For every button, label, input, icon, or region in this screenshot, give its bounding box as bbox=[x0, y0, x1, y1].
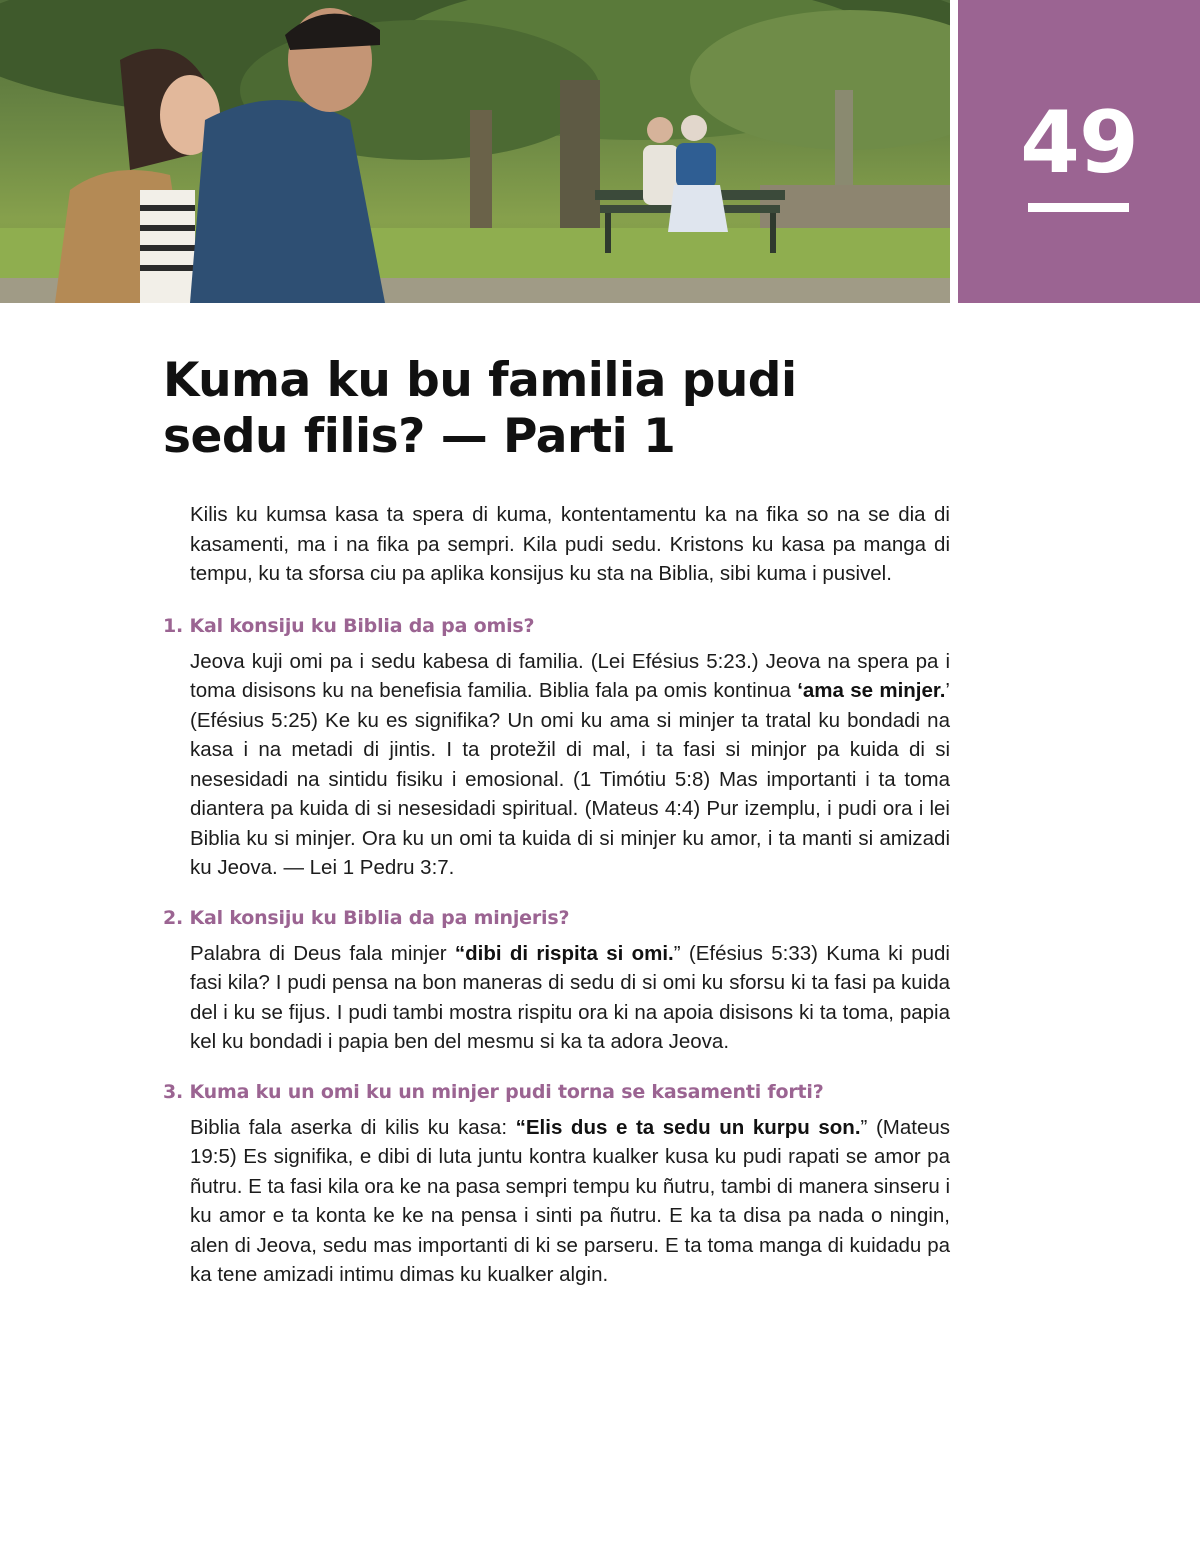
answer-text-before: Palabra di Deus fala minjer bbox=[190, 941, 455, 965]
answer-text-after: ” (Efésius 5:33) Kuma ki pudi fasi kila? I pudi pensa na bon maneras di sedu di si omi ku sforsu ki ta fasi pa kuida del i ku se fijus. I pudi tambi mostra rispitu ora ki na apoia disisons ki ta toma, papia kel ku bondadi i papia ben del mesmu si ka ta adora Jeova. bbox=[190, 941, 950, 1053]
lesson-number-underline bbox=[1028, 203, 1129, 212]
answer-text-after: ” (Mateus 19:5) Es signifika, e dibi di luta juntu kontra kualker kusa ku pudi rapati se amor pa ñutru. E ta fasi kila ora ke na pasa sempri tempu ku ñutru, tambi di manera sinseru i ku amor e ta konta ke ke na pensa i sinti pa ñutru. E ka ta disa pa nada o ningin, alen di Jeova, sedu mas importanti di ki se parseru. E ta toma manga di kuidadu pa ka tene amizadi intimu dimas ku kualker algin. bbox=[190, 1115, 951, 1286]
title-line-2: sedu filis? — Parti 1 bbox=[163, 409, 676, 464]
answer-bold-quote: “Elis dus e ta sedu un kurpu son. bbox=[515, 1115, 861, 1139]
section-3 bbox=[163, 1079, 950, 1290]
answer-bold-quote: ‘ama se minjer. bbox=[797, 679, 946, 702]
page-title bbox=[163, 353, 923, 465]
answer-paragraph bbox=[163, 1113, 950, 1290]
lesson-number: 49 bbox=[1020, 93, 1138, 193]
article-body bbox=[163, 500, 950, 1312]
hero-illustration bbox=[0, 0, 950, 303]
answer-text-after: ’ (Efésius 5:25) Ke ku es signifika? Un omi ku ama si minjer ta tratal ku bondadi na kasa i na metadi di jintis. I ta protežil di mal, i ta fasi si minjor pa kuida di si nesesidadi na sintidu fisiku i emosional. (1 Timótiu 5:8) Mas importanti i ta toma diantera pa kuida di si nesesidadi spiritual. (Mateus 4:4) Pur izemplu, i pudi ora i lei Biblia ku si minjer. Ora ku un omi ta kuida di si minjer ku amor, i ta manti si amizadi ku Jeova. — Lei 1 Pedru 3:7. bbox=[190, 679, 950, 879]
section-2 bbox=[163, 905, 950, 1057]
lesson-badge bbox=[958, 0, 1200, 303]
question-heading: 2. Kal konsiju ku Biblia da pa minjeris? bbox=[163, 906, 570, 929]
answer-paragraph bbox=[163, 939, 950, 1057]
answer-bold-quote: “dibi di rispita si omi. bbox=[454, 941, 674, 965]
answer-text-before: Biblia fala aserka di kilis ku kasa: bbox=[190, 1115, 516, 1139]
question-heading: 1. Kal konsiju ku Biblia da pa omis? bbox=[163, 614, 535, 637]
intro-paragraph: Kilis ku kumsa kasa ta spera di kuma, kontentamentu ka na fika so na se dia di kasamenti, ma i na fika pa sempri. Kila pudi sedu. Kristons ku kasa pa manga di tempu, ku ta sforsa ciu pa aplika konsijus ku sta na Biblia, sibi kuma i pusivel. bbox=[190, 503, 950, 585]
title-line-1: Kuma ku bu familia pudi bbox=[163, 353, 797, 408]
section-1 bbox=[163, 613, 950, 883]
question-heading: 3. Kuma ku un omi ku un minjer pudi torna se kasamenti forti? bbox=[163, 1080, 824, 1103]
hero-photo bbox=[0, 0, 950, 303]
answer-paragraph bbox=[163, 647, 950, 883]
answer-text-before: Jeova kuji omi pa i sedu kabesa di familia. (Lei Efésius 5:23.) Jeova na spera pa i toma disisons ku na benefisia familia. Biblia fala pa omis kontinua bbox=[190, 649, 950, 702]
